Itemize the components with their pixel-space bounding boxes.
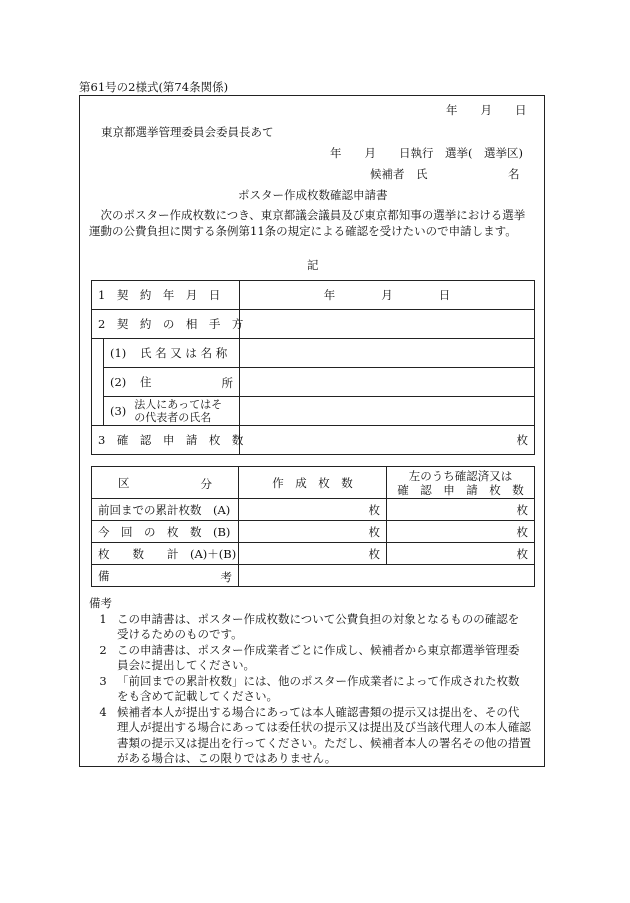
- row-unit: 枚: [387, 543, 535, 565]
- page-title: ポスター作成枚数確認申請書: [238, 188, 388, 202]
- note-text: この申請書は、ポスター作成枚数について公費負担の対象となるものの確認を: [117, 611, 520, 626]
- contract-table: [91, 280, 535, 455]
- remarks-label: [92, 565, 239, 587]
- note-text: 受けるためのものです。: [117, 627, 243, 641]
- header-category: [92, 467, 239, 499]
- representative-label-line1: 法人にあってはそ: [134, 398, 223, 411]
- contract-date-value: 年 月 日: [240, 281, 535, 310]
- note-item: [89, 705, 535, 767]
- note-number: 3: [99, 673, 107, 688]
- row-unit: 枚: [239, 543, 387, 565]
- note-item: [89, 674, 535, 705]
- election-line: 年 月 日執行 選挙( 選挙区): [330, 146, 523, 160]
- name-value[interactable]: [240, 339, 535, 368]
- indent-cell: [92, 339, 104, 426]
- item-number: (3): [110, 403, 127, 418]
- row-unit: 枚: [239, 499, 387, 521]
- note-text: この申請書は、ポスター作成業者ごとに作成し、候補者から東京都選挙管理委: [117, 642, 520, 657]
- address-label-cell: [104, 368, 240, 397]
- notes-section: [89, 596, 535, 767]
- row-label: 枚 数 計 (A)＋(B): [92, 543, 239, 565]
- header-category-a: 区: [118, 475, 130, 490]
- request-count-label: 3 確 認 申 請 枚 数: [92, 426, 240, 455]
- item-number: (1): [110, 346, 127, 360]
- note-item: [89, 612, 535, 643]
- remarks-label-a: 備: [98, 568, 110, 583]
- body-text: 次のポスター作成枚数につき、東京都議会議員及び東京都知事の選挙における選挙運動の公費負担に関する条例第11条の規定による確認を受けたいので申請します。: [89, 208, 526, 238]
- note-text: をも含めて記載してください。: [117, 689, 278, 703]
- name-label: 氏 名 又 は 名 称: [139, 346, 228, 360]
- representative-label-cell: [104, 397, 240, 426]
- remarks-label-b: 考: [220, 570, 232, 584]
- item-number: (2): [110, 375, 127, 389]
- contract-date-label: 1 契 約 年 月 日: [92, 281, 240, 310]
- contract-party-label: 2 契 約 の 相 手 方: [92, 310, 240, 339]
- date-line: 年 月 日: [446, 103, 527, 117]
- row-unit: 枚: [387, 499, 535, 521]
- note-item: [89, 643, 535, 674]
- note-text: 理人が提出する場合にあっては委任状の提示又は提出及び当該代理人の本人確認: [117, 720, 531, 734]
- address-value[interactable]: [240, 368, 535, 397]
- header-confirmed-count: [387, 467, 535, 499]
- note-text: 書類の提示又は提出を行ってください。ただし、候補者本人の署名その他の措置: [117, 735, 531, 750]
- row-label: 今 回 の 枚 数 (B): [92, 521, 239, 543]
- note-text: がある場合は、この限りではありません。: [117, 751, 337, 765]
- header-created-count: 作 成 枚 数: [239, 467, 387, 499]
- address-label-b: 所: [221, 376, 234, 390]
- contract-party-value[interactable]: [240, 310, 535, 339]
- name-label-cell: [104, 339, 240, 368]
- ki-mark: 記: [307, 258, 319, 272]
- remarks-value[interactable]: [239, 565, 535, 587]
- address-label-a: 住: [139, 375, 152, 389]
- count-table: [91, 466, 535, 587]
- row-unit: 枚: [387, 521, 535, 543]
- notes-heading: 備考: [89, 596, 112, 610]
- note-number: 1: [99, 611, 107, 626]
- row-unit: 枚: [239, 521, 387, 543]
- addressee: 東京都選挙管理委員会委員長あて: [101, 125, 274, 139]
- note-text: 員会に提出してください。: [117, 658, 255, 672]
- row-label: 前回までの累計枚数 (A): [92, 499, 239, 521]
- form-number: 第61号の2様式(第74条関係): [79, 80, 229, 94]
- note-number: 4: [99, 704, 107, 719]
- note-text: 「前回までの累計枚数」には、他のポスター作成業者によって作成された枚数: [117, 673, 520, 688]
- header-category-b: 分: [200, 477, 212, 491]
- header-confirmed-line2: 確 認 申 請 枚 数: [397, 482, 524, 497]
- note-number: 2: [99, 642, 107, 657]
- representative-label-line2: の代表者の氏名: [134, 411, 212, 424]
- request-count-unit: 枚: [240, 426, 535, 455]
- note-text: 候補者本人が提出する場合にあっては本人確認書類の提示又は提出を、その代: [117, 704, 520, 719]
- candidate-line: 候補者 氏 名: [370, 167, 520, 181]
- representative-value[interactable]: [240, 397, 535, 426]
- header-confirmed-line1: 左のうち確認済又は: [408, 468, 513, 483]
